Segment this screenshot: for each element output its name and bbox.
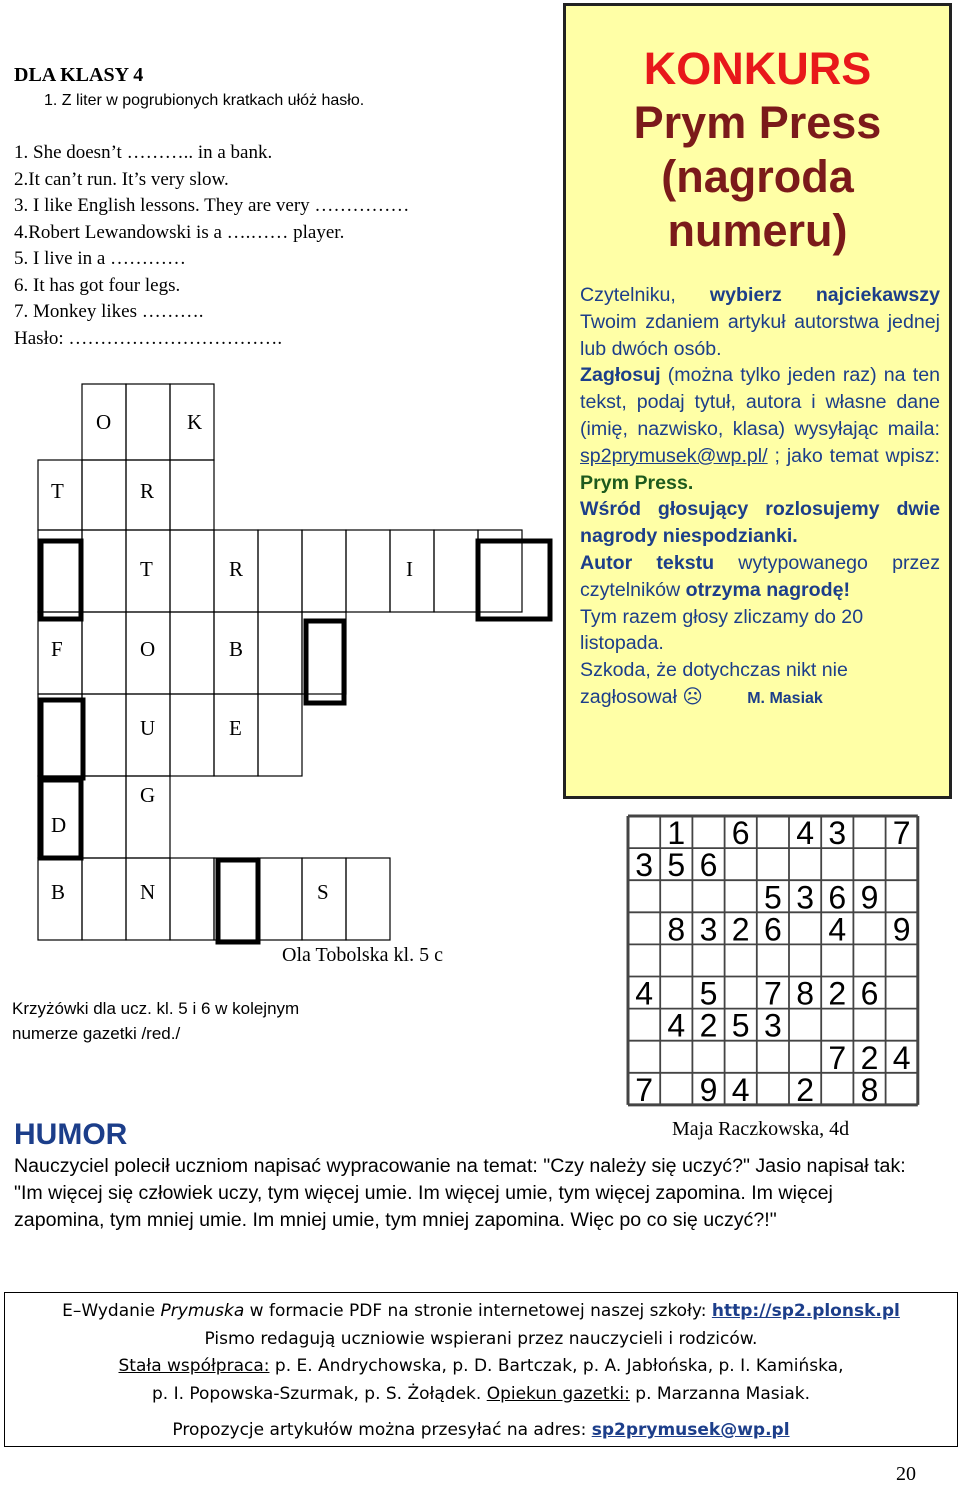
clue: 3. I like English lessons. They are very …………… xyxy=(14,195,410,216)
sudoku-digit: 7 xyxy=(764,975,782,1012)
bold-cell xyxy=(41,780,81,858)
cell xyxy=(38,776,82,858)
cell xyxy=(214,530,258,612)
footer-text: w formacie PDF na stronie internetowej naszej szkoły: xyxy=(244,1301,712,1321)
page-number: 20 xyxy=(896,1463,916,1485)
cell xyxy=(126,460,170,530)
contest-title-line: Prym Press xyxy=(633,97,882,148)
contest-title-line: numeru) xyxy=(667,205,848,256)
crossword-letter: E xyxy=(229,716,242,740)
crossword-letter: G xyxy=(140,783,156,807)
crossword-letter: O xyxy=(140,637,156,661)
crossword-note: Krzyżówki dla ucz. kl. 5 i 6 w kolejnym numerze gazetki /red./ xyxy=(12,999,300,1043)
contest-text: wytypowanego przez czytelników xyxy=(580,551,940,601)
cell xyxy=(170,460,214,530)
sudoku-digit: 3 xyxy=(828,815,847,852)
clue: 5. I live in a ………… xyxy=(14,248,187,269)
contest-body xyxy=(580,282,940,713)
footer-text: E–Wydanie xyxy=(62,1301,161,1321)
contest-subject: Prym Press. xyxy=(580,471,694,494)
contest-paragraph xyxy=(580,657,940,713)
contest-paragraph xyxy=(580,550,940,604)
contest-title-line: KONKURS xyxy=(643,43,872,94)
bold-cell xyxy=(41,541,81,619)
sudoku-digit: 6 xyxy=(764,911,782,948)
crossword-letter: T xyxy=(51,479,64,503)
crossword-letter: F xyxy=(51,637,63,661)
contest-paragraph: Wśród głosujący rozlosujemy dwie nagrody niespodzianki. xyxy=(580,498,940,548)
sudoku-digit: 8 xyxy=(667,911,686,948)
crossword-letter: S xyxy=(317,880,329,904)
contest-sign xyxy=(703,684,823,713)
sudoku-digit: 4 xyxy=(796,815,814,852)
cell xyxy=(258,858,302,940)
school-website-link[interactable]: http://sp2.plonsk.pl xyxy=(711,1301,900,1321)
contest-paragraph xyxy=(580,362,940,496)
cell xyxy=(170,612,214,694)
crossword-letter: K xyxy=(187,410,203,434)
crossword-letter: R xyxy=(229,557,244,581)
contest-sign-text: M. Masiak xyxy=(747,689,823,707)
cell xyxy=(170,858,214,940)
sudoku-digit: 7 xyxy=(892,815,911,852)
crossword-task: 1. Z liter w pogrubionych kratkach ułóż hasło. xyxy=(44,92,365,109)
cell xyxy=(82,384,126,460)
cell xyxy=(82,530,126,612)
sudoku-digit: 3 xyxy=(796,879,814,916)
sudoku-digit: 6 xyxy=(828,879,847,916)
crossword-clues xyxy=(14,140,409,352)
sudoku-grid xyxy=(626,814,922,1108)
clue: 4.Robert Lewandowski is a ….…… player. xyxy=(14,221,345,243)
sudoku-digit: 5 xyxy=(699,975,718,1012)
cell xyxy=(38,612,82,694)
crossword-letter: B xyxy=(51,880,66,904)
crossword-letter: U xyxy=(140,716,156,740)
sudoku-digit: 1 xyxy=(667,815,686,852)
crossword-author: Ola Tobolska kl. 5 c xyxy=(282,944,443,966)
cell xyxy=(38,694,82,776)
cell xyxy=(214,612,258,694)
contest-text-bold: Autor tekstu xyxy=(580,551,715,574)
contest-text: Twoim zdaniem artykuł autorstwa jednej lub dwóch osób. xyxy=(580,310,940,360)
cell xyxy=(82,694,126,776)
crossword-letter: D xyxy=(51,813,67,837)
cell xyxy=(346,530,390,612)
cell xyxy=(126,530,170,612)
sudoku-digit: 5 xyxy=(667,847,686,884)
sudoku-digit: 8 xyxy=(796,975,814,1012)
contest-email-link[interactable]: sp2prymusek@wp.pl/ xyxy=(580,444,768,467)
footer-line xyxy=(5,1353,957,1381)
crossword-letter: R xyxy=(140,479,155,503)
clue: 6. It has got four legs. xyxy=(14,274,181,296)
clue: 7. Monkey likes ………. xyxy=(14,301,204,322)
cell xyxy=(478,530,522,612)
contest-text: ; jako temat wpisz: xyxy=(767,444,940,467)
contest-text-bold: Zagłosuj xyxy=(580,364,661,387)
sudoku-digit: 7 xyxy=(828,1039,847,1076)
crossword-letter: N xyxy=(140,880,156,904)
footer-text-underline: Stała współpraca: xyxy=(118,1356,270,1376)
sudoku-digit: 4 xyxy=(731,1071,750,1108)
contest-title-line: (nagroda xyxy=(661,151,854,202)
cell xyxy=(126,694,170,776)
sudoku-digit: 6 xyxy=(860,975,879,1012)
footer-text: p. I. Popowska-Szurmak, p. S. Żołądek. xyxy=(151,1383,487,1404)
footer-text-underline: Opiekun gazetki: xyxy=(486,1383,630,1404)
humor-text: Nauczyciel polecił uczniom napisać wypracowanie na temat: "Czy należy się uczyć?" Jasio napisał tak: "Im więcej się człowiek uczy, tym więcej umie. Im więcej umie, tym więcej zapomina. Im więcej zapomina, tym mniej umie. Im mniej umie, tym mniej zapomina. Więc po co się uczyć?!" xyxy=(14,1155,906,1231)
contest-paragraph xyxy=(580,282,940,362)
cell xyxy=(214,694,258,776)
footer-text: p. E. Andrychowska, p. D. Bartczak, p. A. Jabłońska, p. I. Kamińska, xyxy=(269,1356,844,1376)
cell xyxy=(302,530,346,612)
footer-text: p. Marzanna Masiak. xyxy=(629,1383,811,1404)
contest-paragraph: Tym razem głosy zliczamy do 20 listopada. xyxy=(580,605,864,655)
cell xyxy=(82,858,126,940)
footer-text: Propozycje artykułów można przesyłać na adres: xyxy=(172,1420,592,1440)
contest-box xyxy=(563,3,952,799)
crossword-letter: O xyxy=(96,410,112,434)
crossword-letter: T xyxy=(140,557,153,581)
sudoku-digit: 6 xyxy=(699,847,718,884)
sudoku-digit: 3 xyxy=(764,1007,782,1044)
cell xyxy=(346,858,390,940)
sudoku xyxy=(626,814,922,1113)
sudoku-digit: 5 xyxy=(731,1007,750,1044)
footer-line xyxy=(5,1381,957,1409)
sudoku-digit: 4 xyxy=(828,911,847,948)
contest-text: (można tylko jeden raz) na ten tekst, podaj tytuł, autora i własne dane (imię, nazwisko, klasa) wysyłając maila: xyxy=(580,364,940,440)
footer-email-link[interactable]: sp2prymusek@wp.pl xyxy=(591,1420,790,1440)
sudoku-digit: 9 xyxy=(860,879,879,916)
sudoku-digit: 2 xyxy=(796,1071,814,1108)
bold-cell xyxy=(306,621,344,703)
cell xyxy=(82,612,126,694)
sudoku-digit: 5 xyxy=(764,879,782,916)
bold-cell xyxy=(218,860,258,942)
sudoku-digit: 2 xyxy=(731,911,750,948)
sudoku-author: Maja Raczkowska, 4d xyxy=(672,1118,850,1140)
footer-line: Pismo redagują uczniowie wspierani przez nauczycieli i rodziców. xyxy=(204,1328,758,1349)
contest-text-bold: wybierz najciekawszy xyxy=(709,284,940,306)
sudoku-digit: 2 xyxy=(860,1039,879,1076)
cell xyxy=(258,530,302,612)
clue: 2.It can’t run. It’s very slow. xyxy=(14,168,229,190)
clue: 1. She doesn’t ……….. in a bank. xyxy=(14,142,273,163)
footer-box xyxy=(4,1292,958,1447)
crossword-letter: I xyxy=(406,557,413,581)
cell xyxy=(258,694,302,776)
sudoku-digit: 2 xyxy=(828,975,847,1012)
sudoku-digit: 4 xyxy=(667,1007,686,1044)
cell xyxy=(390,530,434,612)
cell xyxy=(82,460,126,530)
cell xyxy=(82,776,126,858)
cell xyxy=(434,530,478,612)
contest-text-bold: otrzyma nagrodę! xyxy=(685,578,851,601)
footer-text-italic: Prymuska xyxy=(160,1301,245,1321)
sudoku-digit: 4 xyxy=(892,1039,911,1076)
contest-text: Szkoda, że dotychczas nikt nie zagłosował ☹ xyxy=(580,659,848,708)
footer-line xyxy=(5,1417,957,1445)
crossword-letter: B xyxy=(229,637,244,661)
sudoku-digit: 7 xyxy=(635,1071,653,1108)
cell xyxy=(38,530,82,612)
sudoku-digit: 3 xyxy=(699,911,718,948)
sudoku-digit: 9 xyxy=(892,911,911,948)
bold-cells xyxy=(41,541,550,942)
section-title: DLA KLASY 4 xyxy=(14,64,144,86)
sudoku-digit: 4 xyxy=(635,975,653,1012)
bold-cell xyxy=(478,541,550,619)
cell xyxy=(170,694,214,776)
sudoku-digit: 6 xyxy=(731,815,750,852)
cell xyxy=(38,858,82,940)
cell xyxy=(126,776,170,858)
contest-text: Czytelniku, xyxy=(580,284,710,306)
cell xyxy=(126,858,170,940)
cell xyxy=(302,612,346,694)
cell xyxy=(38,460,82,530)
bold-cell xyxy=(41,700,83,778)
cell xyxy=(126,384,170,460)
sudoku-digit: 9 xyxy=(699,1071,718,1108)
cell xyxy=(302,858,346,940)
cell xyxy=(126,612,170,694)
contest-title xyxy=(566,42,949,258)
humor-heading: HUMOR xyxy=(14,1118,128,1151)
sudoku-digit: 3 xyxy=(635,847,653,884)
cell xyxy=(170,384,214,460)
sudoku-digit: 8 xyxy=(860,1071,879,1108)
crossword-cells xyxy=(38,384,522,940)
password-line: Hasło: ……………………………. xyxy=(14,327,283,349)
footer-line xyxy=(5,1298,957,1326)
cell xyxy=(214,858,258,940)
cell xyxy=(170,530,214,612)
cell xyxy=(258,612,302,694)
sudoku-digit: 2 xyxy=(699,1007,718,1044)
